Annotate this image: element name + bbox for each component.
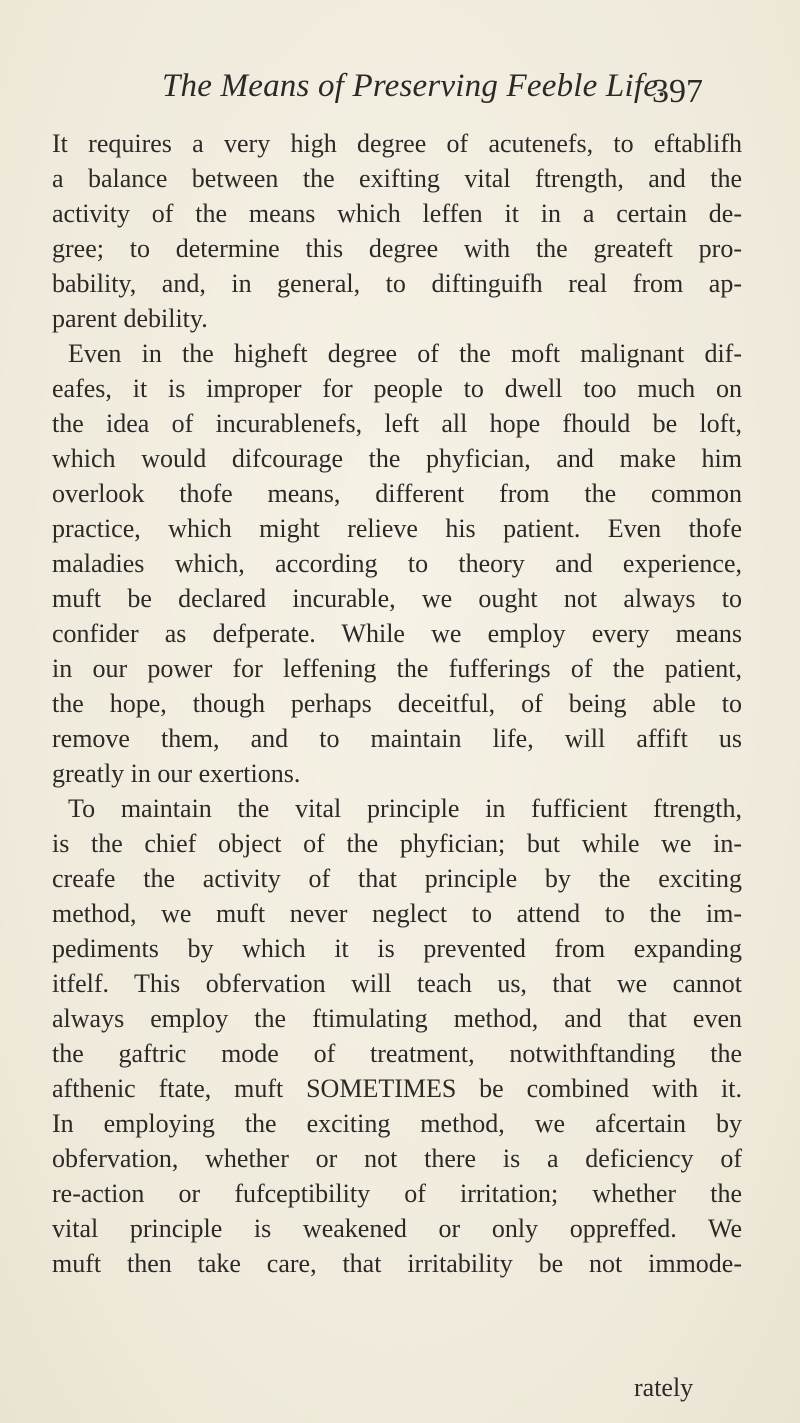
text-line: obfervation, whether or not there is a deficiency of — [52, 1144, 742, 1173]
catchword: rately — [634, 1373, 694, 1402]
text-line: the hope, though perhaps deceitful, of being able to — [52, 689, 742, 718]
text-line: the idea of incurablenefs, left all hope fhould be loft, — [52, 409, 742, 438]
text-line: which would difcourage the phyfician, and make him — [52, 444, 742, 473]
text-line: bability, and, in general, to diftinguifh real from ap- — [52, 269, 742, 298]
text-line: the gaftric mode of treatment, notwithftanding the — [52, 1039, 742, 1068]
text-line: parent debility. — [52, 304, 208, 333]
text-line: muft be declared incurable, we ought not always to — [52, 584, 742, 613]
text-line: In employing the exciting method, we afcertain by — [52, 1109, 742, 1138]
text-line: confider as defperate. While we employ every means — [52, 619, 742, 648]
text-line: muft then take care, that irritability be not immode- — [52, 1249, 742, 1278]
text-line: creafe the activity of that principle by the exciting — [52, 864, 742, 893]
text-line: practice, which might relieve his patient. Even thofe — [52, 514, 742, 543]
text-line: in our power for leffening the fufferings of the patient, — [52, 654, 742, 683]
text-line: To maintain the vital principle in fufficient ftrength, — [68, 794, 742, 823]
text-line: vital principle is weakened or only oppreffed. We — [52, 1214, 742, 1243]
text-line: greatly in our exertions. — [52, 759, 301, 788]
running-head — [0, 66, 800, 110]
text-line: always employ the ftimulating method, and that even — [52, 1004, 742, 1033]
page-number: 397 — [652, 73, 703, 110]
text-line: Even in the higheft degree of the moft malignant dif- — [68, 339, 742, 368]
text-line: method, we muft never neglect to attend to the im- — [52, 899, 742, 928]
text-line: activity of the means which leffen it in a certain de- — [52, 199, 742, 228]
text-line: overlook thofe means, different from the common — [52, 479, 742, 508]
text-line: remove them, and to maintain life, will affift us — [52, 724, 742, 753]
text-line: is the chief object of the phyfician; but while we in- — [52, 829, 742, 858]
text-line: maladies which, according to theory and experience, — [52, 549, 742, 578]
text-line: gree; to determine this degree with the greateft pro- — [52, 234, 742, 263]
text-line: a balance between the exifting vital ftrength, and the — [52, 164, 742, 193]
text-line: pediments by which it is prevented from expanding — [52, 934, 742, 963]
running-title: The Means of Preserving Feeble Life. — [162, 68, 667, 104]
text-line: It requires a very high degree of acutenefs, to eftablifh — [52, 129, 742, 158]
text-line: eafes, it is improper for people to dwell too much on — [52, 374, 742, 403]
text-line: itfelf. This obfervation will teach us, that we cannot — [52, 969, 742, 998]
text-line: afthenic ftate, muft SOMETIMES be combined with it. — [52, 1074, 742, 1103]
text-line: re-action or fufceptibility of irritation; whether the — [52, 1179, 742, 1208]
